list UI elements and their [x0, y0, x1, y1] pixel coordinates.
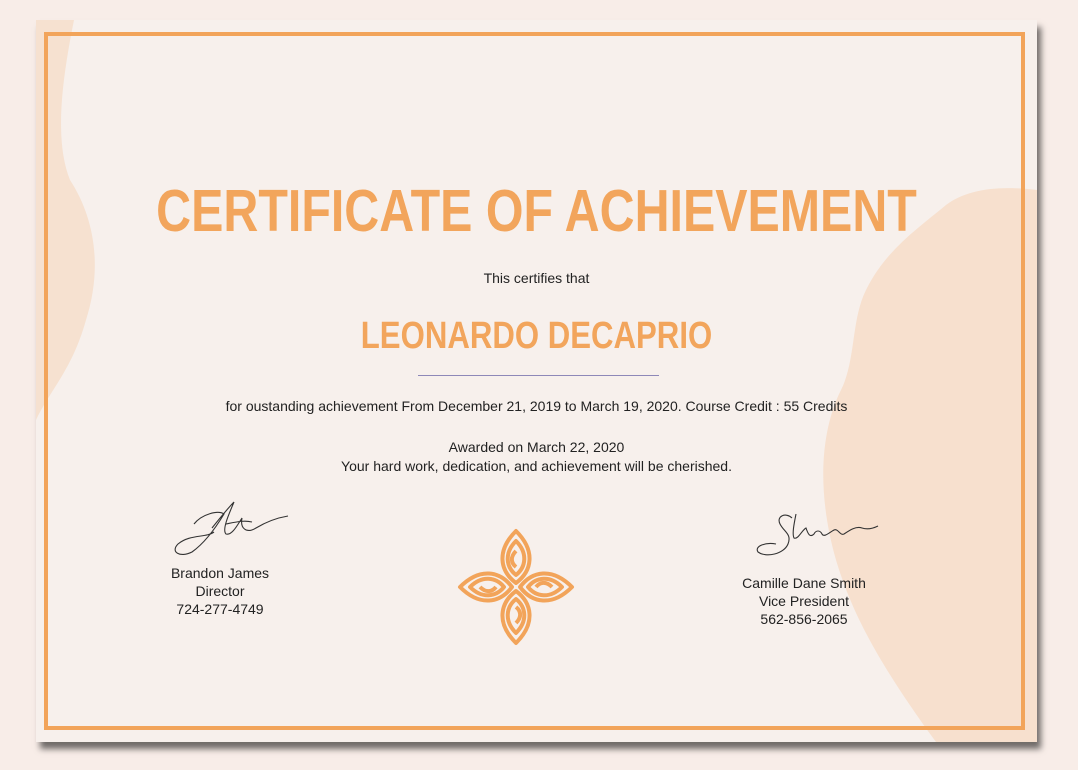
signature-brandon-james	[166, 494, 296, 560]
signatory-name: Camille Dane Smith	[742, 575, 866, 591]
name-underline	[418, 375, 659, 376]
signatory-role: Vice President	[758, 593, 849, 609]
closing-message: Your hard work, dedication, and achievement will be cherished.	[341, 458, 732, 474]
signatory-role: Director	[195, 583, 245, 599]
signatory-phone: 562-856-2065	[760, 611, 848, 627]
signatory-name: Brandon James	[170, 565, 270, 581]
signatory-right	[719, 574, 889, 628]
achievement-details: for oustanding achievement From December 21, 2019 to March 19, 2020. Course Credit : 55 Credits	[225, 398, 848, 414]
signatory-phone: 724-277-4749	[176, 601, 264, 617]
emblem-icon	[454, 525, 578, 649]
awarded-date: Awarded on March 22, 2020	[448, 439, 625, 455]
certificate-title: CERTIFICATE OF ACHIEVEMENT	[156, 178, 917, 244]
signature-camille-dane-smith	[752, 504, 882, 564]
award-info	[36, 438, 1037, 476]
intro-text: This certifies that	[483, 270, 590, 286]
signatory-left	[140, 564, 300, 618]
certificate-paper	[36, 20, 1037, 742]
recipient-name: LEONARDO DECAPRIO	[360, 315, 713, 357]
